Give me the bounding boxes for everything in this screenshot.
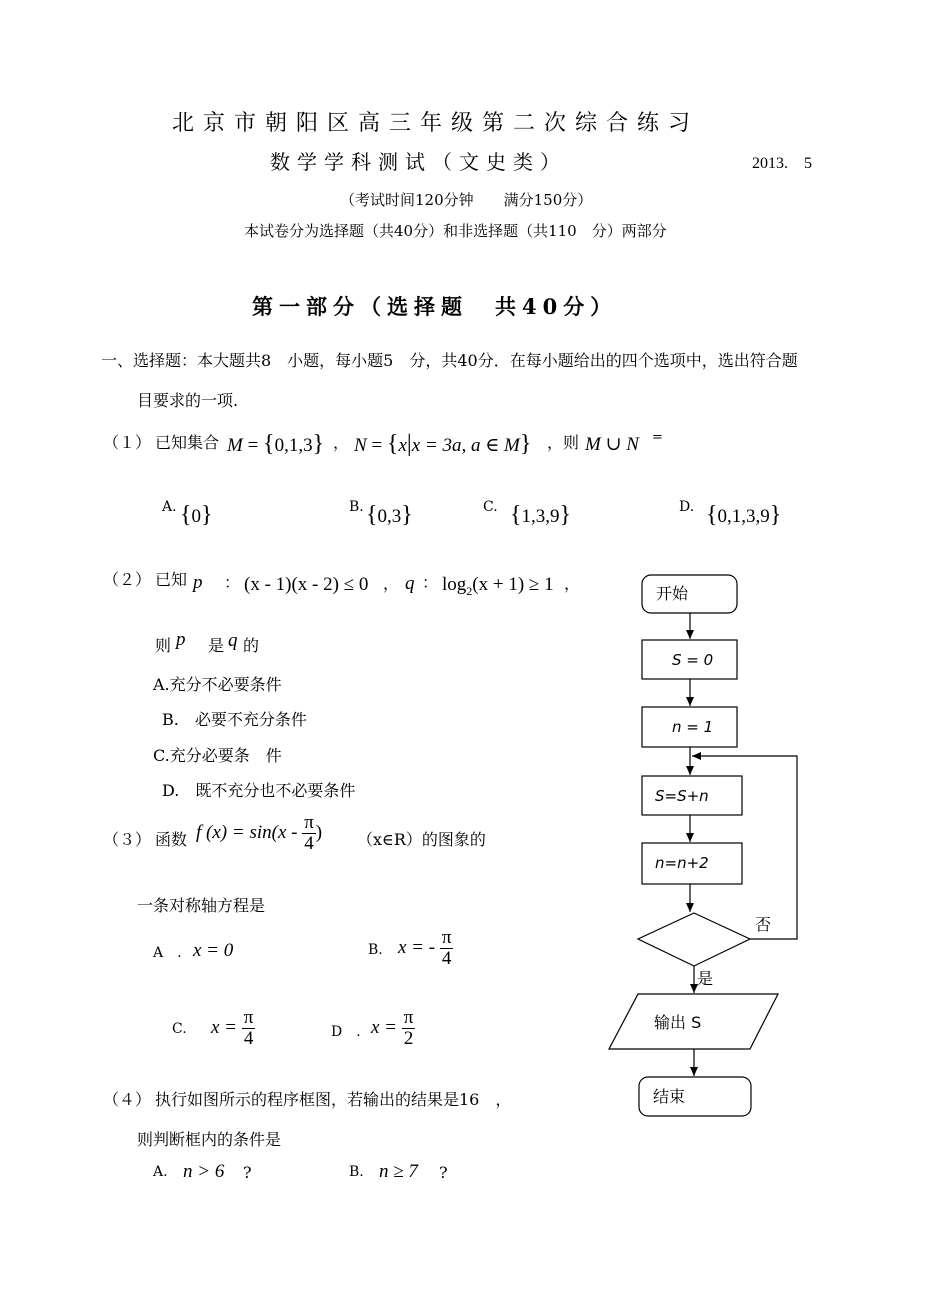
q2-option-d: D. 既不充分也不必要条件 bbox=[162, 781, 356, 800]
option-b-pi: π bbox=[441, 927, 452, 948]
question-2-is: 是 bbox=[208, 636, 225, 655]
q1-option-d-label: D. bbox=[679, 499, 695, 515]
question-1-then: ，则 bbox=[547, 433, 580, 452]
log-arg: (x + 1) ≥ 1 bbox=[472, 574, 554, 595]
var-n: N bbox=[354, 435, 367, 456]
option-d-two: 2 bbox=[403, 1027, 414, 1049]
pi-numerator: π bbox=[304, 812, 314, 833]
q3-option-d-label: D . bbox=[331, 1024, 361, 1040]
option-d-pi: π bbox=[403, 1007, 414, 1028]
var-m: M bbox=[227, 435, 243, 456]
question-2-known: 已知 bbox=[155, 570, 188, 589]
flow-no-label: 否 bbox=[755, 915, 772, 934]
q2-option-b: B. 必要不充分条件 bbox=[162, 710, 307, 729]
q4-option-b-expr: n ≥ 7 bbox=[379, 1161, 418, 1182]
set-n-var: x bbox=[398, 435, 407, 456]
q1-option-b-set: 0,3 bbox=[377, 506, 402, 527]
q1-option-a-set: 0 bbox=[191, 506, 202, 527]
q1-option-c-set: 1,3,9 bbox=[521, 506, 560, 527]
exam-info: （考试时间120分钟 满分150分） bbox=[340, 191, 593, 209]
log-text: log bbox=[442, 574, 467, 595]
q4-option-a-label: A. bbox=[153, 1164, 168, 1180]
exam-date: 2013. 5 bbox=[752, 155, 813, 172]
q3-option-c-label: C. bbox=[172, 1021, 187, 1037]
question-3-stem: 函数 bbox=[155, 830, 188, 849]
question-2-q: q bbox=[405, 573, 415, 594]
question-3-number: （３） bbox=[103, 830, 152, 849]
set-n-condition: x = 3a, a ∈ M bbox=[411, 435, 520, 456]
question-4-stem: 执行如图所示的程序框图，若输出的结果是16 ， bbox=[155, 1090, 512, 1109]
q1-option-d-value: {0,1,3,9} bbox=[706, 502, 782, 528]
q1-option-d-set: 0,1,3,9 bbox=[717, 506, 770, 527]
question-2-colon-q: ： bbox=[422, 573, 439, 592]
log-base: 2 bbox=[466, 583, 473, 598]
question-2-comma-2: ， bbox=[564, 574, 581, 593]
question-2-q-again: q bbox=[228, 630, 238, 651]
flow-decision-diamond bbox=[638, 913, 750, 966]
flow-nn2-text: n=n+2 bbox=[655, 854, 709, 872]
exam-structure: 本试卷分为选择题（共40分）和非选择题（共110 分）两部分 bbox=[244, 222, 667, 240]
q3-option-a-label: A . bbox=[153, 945, 182, 961]
q4-option-b-tail: ? bbox=[439, 1163, 448, 1182]
q2-option-a: A.充分不必要条件 bbox=[153, 675, 282, 694]
flow-end-text: 结束 bbox=[653, 1087, 686, 1106]
question-2-of: 的 bbox=[243, 636, 260, 655]
question-1-comma: ， bbox=[333, 433, 350, 452]
question-2-colon-p: ： bbox=[224, 573, 241, 592]
question-2-number: （２） bbox=[103, 570, 152, 589]
exam-subtitle: 数学学科测试（文史类） bbox=[270, 150, 567, 174]
q1-option-a-label: A. bbox=[162, 499, 177, 515]
flow-loop-arrow bbox=[692, 756, 797, 939]
option-c-pi: π bbox=[243, 1007, 254, 1028]
section-intro-line1: 一、选择题：本大题共8 小题，每小题5 分，共40分．在每小题给出的四个选项中，选出符合题 bbox=[101, 351, 798, 370]
question-3-domain: （x∈R）的图象的 bbox=[357, 830, 486, 849]
q1-option-b-value: {0,3} bbox=[366, 502, 413, 528]
exam-title: 北京市朝阳区高三年级第二次综合练习 bbox=[172, 111, 700, 136]
flow-n1-text: n = 1 bbox=[672, 718, 714, 736]
question-1-equals: = bbox=[652, 430, 663, 445]
question-2-comma: ， bbox=[383, 574, 400, 593]
flow-ssn-text: S=S+n bbox=[655, 787, 709, 805]
q1-option-a-value: {0} bbox=[180, 502, 213, 528]
option-b-lhs: x = - bbox=[398, 936, 436, 958]
q4-option-a-expr: n > 6 bbox=[183, 1161, 225, 1182]
question-2-p: p bbox=[193, 572, 203, 593]
close-paren: ) bbox=[315, 821, 323, 843]
set-m-elements: 0,1,3 bbox=[274, 435, 313, 456]
q1-option-c-label: C. bbox=[483, 499, 498, 515]
question-1-set-n: N = {x|x = 3a, a ∈ M} bbox=[354, 431, 532, 457]
q2-option-c: C.充分必要条 件 bbox=[153, 746, 282, 765]
function-expr: f (x) = sin(x - bbox=[196, 821, 298, 843]
flow-start-text: 开始 bbox=[656, 584, 689, 603]
question-4-number: （４） bbox=[103, 1090, 152, 1109]
q4-option-a-tail: ? bbox=[243, 1163, 252, 1182]
part-one-title: 第一部分（选择题 共40分） bbox=[252, 294, 618, 319]
option-b-four: 4 bbox=[441, 947, 452, 969]
question-2-p-expr: (x - 1)(x - 2) ≤ 0 bbox=[244, 574, 369, 595]
option-d-lhs: x = bbox=[371, 1016, 398, 1038]
question-2-then: 则 bbox=[155, 636, 172, 655]
flow-s0-text: S = 0 bbox=[672, 651, 714, 669]
question-2-p-again: p bbox=[176, 629, 186, 650]
question-1-set-m: M = {0,1,3} bbox=[227, 431, 325, 457]
q1-option-b-label: B. bbox=[349, 499, 364, 515]
q1-option-c-value: {1,3,9} bbox=[510, 502, 572, 528]
option-c-lhs: x = bbox=[211, 1016, 238, 1038]
flow-output-text: 输出 S bbox=[654, 1013, 702, 1032]
option-c-four: 4 bbox=[243, 1027, 254, 1049]
q3-option-b-label: B. bbox=[368, 942, 383, 958]
question-4-stem-b: 则判断框内的条件是 bbox=[137, 1130, 282, 1149]
section-intro-line2: 目要求的一项. bbox=[137, 391, 239, 410]
question-1-number: （１） bbox=[103, 433, 152, 452]
question-1-stem: 已知集合 bbox=[155, 433, 220, 452]
four-denominator: 4 bbox=[304, 832, 314, 854]
q4-option-b-label: B. bbox=[349, 1164, 364, 1180]
flow-yes-label: 是 bbox=[697, 969, 714, 988]
question-3-stem-b: 一条对称轴方程是 bbox=[137, 896, 266, 915]
question-1-union: M ∪ N bbox=[585, 434, 639, 455]
q3-option-a-expr: x = 0 bbox=[193, 940, 234, 961]
